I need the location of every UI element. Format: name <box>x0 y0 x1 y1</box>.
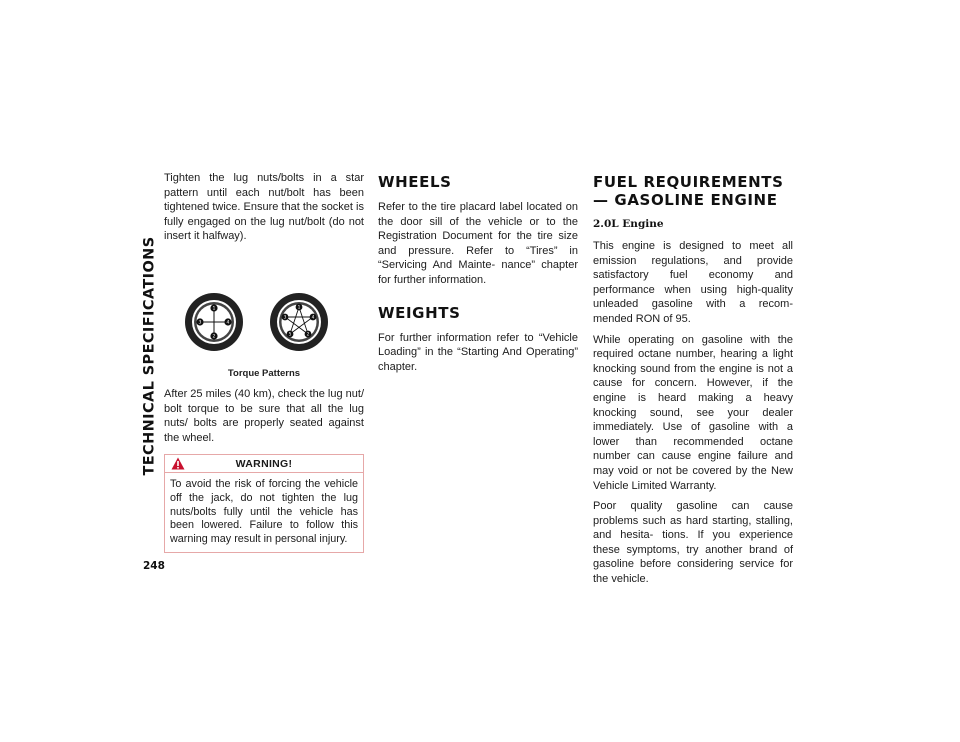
torque-patterns-illustration <box>164 280 364 364</box>
warning-title: WARNING! <box>235 457 293 470</box>
svg-text:3: 3 <box>198 320 202 326</box>
svg-text:3: 3 <box>283 315 287 321</box>
figure-caption: Torque Patterns <box>227 367 301 379</box>
warning-text: To avoid the risk of forcing the vehicle off the jack, do not tighten the lug nuts/bolts fully until the vehicle has been lowered. Failure to follow this warning may result in personal injury. <box>170 478 358 545</box>
svg-text:5: 5 <box>288 332 292 338</box>
fuel-paragraph: Poor quality gasoline can cause problems such as hard starting, stalling, and hesita- tions. If you experience these symptoms, try another brand of gasoline before considering service for the vehicle. <box>593 500 793 586</box>
wheels-heading: WHEELS <box>378 173 452 191</box>
column-2 <box>378 171 578 374</box>
section-tab-label: TECHNICAL SPECIFICATIONS <box>142 236 158 476</box>
svg-text:2: 2 <box>306 332 310 338</box>
five-lug-wheel <box>270 293 328 351</box>
warning-triangle-icon <box>171 457 185 470</box>
section-tab <box>140 170 160 542</box>
wheels-text: Refer to the tire placard label located on the door sill of the vehicle or to the Registration Document for the tire size and pressure. Refer to “Tires” in “Servicing And Mainte- nance” chapter for further information. <box>378 201 578 286</box>
lug-nut-instructions: Tighten the lug nuts/bolts in a star pattern until each nut/bolt has been tightened twice. Ensure that the socket is fully engaged on the lug nut/bolt (do not insert it halfway). <box>164 172 364 243</box>
svg-text:4: 4 <box>311 315 315 321</box>
fuel-requirements-heading: FUEL REQUIREMENTS — GASOLINE ENGINE <box>593 173 784 209</box>
svg-text:1: 1 <box>297 305 301 311</box>
fuel-paragraph: This engine is designed to meet all emission regulations, and provide satisfactory fuel economy and performance when using high-quality unleaded gasoline with a recom- mended RON of 95. <box>593 240 793 325</box>
engine-subheading: 2.0L Engine <box>593 218 664 230</box>
svg-text:2: 2 <box>212 334 216 340</box>
page-number: 248 <box>143 560 165 572</box>
four-lug-wheel <box>185 293 243 351</box>
column-1 <box>164 171 364 553</box>
weights-heading: WEIGHTS <box>378 303 461 322</box>
warning-header <box>165 455 363 473</box>
torque-patterns-figure <box>164 280 364 364</box>
column-3 <box>593 171 793 587</box>
svg-text:1: 1 <box>212 306 216 312</box>
torque-check-text: After 25 miles (40 km), check the lug nut/ bolt torque to be sure that all the lug nuts/ bolts are properly seated against the wheel. <box>164 387 364 444</box>
warning-box <box>164 454 364 553</box>
weights-text: For further information refer to “Vehicle Loading” in the “Starting And Operating” chapter. <box>378 331 578 373</box>
svg-text:4: 4 <box>226 320 230 326</box>
fuel-paragraph: While operating on gasoline with the required octane number, hearing a light knocking sound from the engine is not a cause for concern. However, if the engine is heard making a heavy knocking sound, see your dealer immediately. Use of gasoline with a lower than recommended octane number can cause engine failure and may void or not be covered by the New Vehicle Limited Warranty. <box>593 333 793 492</box>
